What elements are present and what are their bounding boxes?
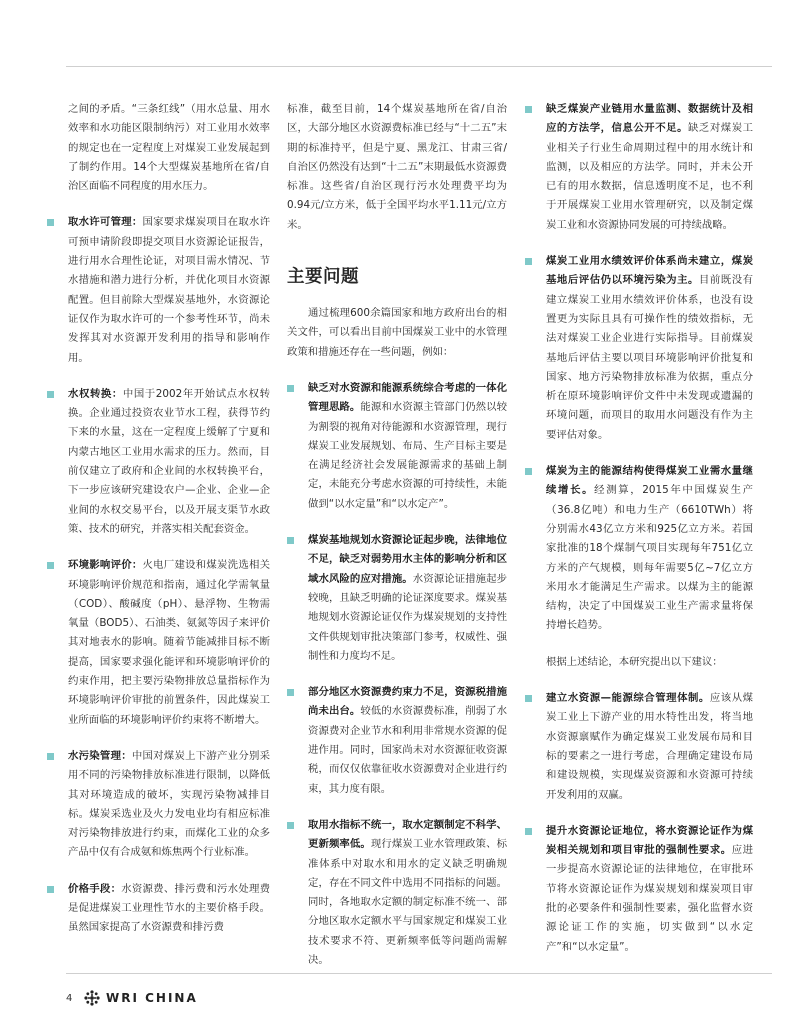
col1-item-1 [64, 213, 270, 367]
col1-intro: 之间的矛盾。“三条红线”（用水总量、用水效率和水功能区限制纳污）对工业用水效率的规定也在一定程度上对煤炭工业发展起到了制约作用。14个大型煤炭基地所在省/自治区面临不同程度的用水压力。 [68, 103, 270, 193]
col3-item-5 [525, 822, 753, 957]
col2-item-4 [287, 816, 507, 970]
item-title: 水污染管理： [68, 749, 132, 762]
square-bullet-icon [47, 562, 54, 569]
page-footer [66, 988, 198, 1008]
col3-item-4 [525, 689, 753, 805]
top-rule [66, 66, 772, 67]
section-heading: 主要问题 [287, 267, 359, 288]
item-text: 应进一步提高水资源论证的法律地位，在审批环节将水资源论证作为煤炭规划和煤炭项目审批的必要条件和强制性要素，强化监督水资源论证工作的实施，切实做到“以水定产”和“以水定量”。 [546, 844, 754, 953]
page-number: 4 [66, 992, 73, 1004]
item-title: 取用水指标不统一，取水定额制定不科学、更新频率低。 [308, 818, 507, 851]
bottom-rule [66, 973, 772, 974]
col3-lead: 根据上述结论，本研究提出以下建议： [546, 655, 723, 668]
item-text: 缺乏对煤炭工业相关子行业生命周期过程中的用水统计和监测，以及相应的方法学。同时，并未公开已有的用水数据，信息透明度不足，也不利于开展煤炭工业用水管理研究，以及制定煤炭工业和水资源协同发展的可持续战略。 [546, 122, 754, 231]
item-title: 煤炭为主的能源结构使得煤炭工业需水量继续增长。 [546, 465, 753, 497]
item-text: 国家要求煤炭项目在取水许可预申请阶段即提交项目水资源论证报告，进行用水合理性论证，对项目需水情况、节水措施和潜力进行分析，并优化项目水资源配置。但目前除大型煤炭基地外，水资源论证仅作为取水许可的一个参考性环节，尚未发挥其对水资源开发利用的指导和影响作用。 [68, 216, 270, 364]
item-title: 缺乏煤炭产业链用水量监测、数据统计及相应的方法学，信息公开不足。 [546, 103, 753, 135]
square-bullet-icon [525, 258, 532, 265]
column-3 [525, 100, 753, 974]
item-text: 水资源费、排污费和污水处理费是促进煤炭工业理性节水的主要价格手段。虽然国家提高了水资源费和排污费 [68, 882, 271, 934]
item-title: 建立水资源—能源综合管理体制。 [546, 692, 710, 705]
square-bullet-icon [47, 391, 54, 398]
square-bullet-icon [287, 689, 294, 696]
col2-lead: 通过梳理600余篇国家和地方政府出台的相关文件，可以看出目前中国煤炭工业中的水管理政策和措施还存在一些问题，例如： [287, 307, 507, 358]
brand-name: WRI CHINA [106, 991, 198, 1005]
col2-intro: 标准，截至目前，14个煤炭基地所在省/自治区，大部分地区水资源费标准已经与“十二五”末期的标准持平，但是宁夏、黑龙江、甘肃三省/自治区仍然没有达到“十二五”末期最低水资源费标准。这些省/自治区现行污水处理费平均为0.94元/立方米，低于全国平均水平1.11元/立方米。 [287, 103, 507, 231]
item-text: 中国于2002年开始试点水权转换。企业通过投资农业节水工程，获得节约下来的水量，这在一定程度上缓解了宁夏和内蒙古地区工业用水需求的压力。然而，目前仅建立了政府和企业间的水权转换平台，下一步应该研究建设农户—企业、企业—企业间的水权交易平台，以及开展支渠节水政策、技术的研究，并落实相关配套资金。 [68, 387, 270, 535]
item-text: 能源和水资源主管部门仍然以较为割裂的视角对待能源和水资源管理，现行煤炭工业发展规划、布局、生产目标主要是在满足经济社会发展能源需求的基础上制定，未能充分考虑水资源的可持续性，未能做到“以水定量”和“以水定产”。 [308, 401, 508, 510]
item-text: 火电厂建设和煤炭洗选相关环境影响评价规范和指南，通过化学需氧量（COD）、酸碱度（pH）、悬浮物、生物需氧量（BOD5）、石油类、氨氮等因子来评价其对地表水的影响。随着节能减排目标不断提高，国家要求强化能评和环境影响评价的约束作用，把主要污染物排放总量指标作为环境影响评价审批的前置条件，因此煤炭工业所面临的环境影响评价约束将不断增大。 [68, 559, 270, 726]
column-2 [287, 100, 507, 987]
item-text: 现行煤炭工业水管理政策、标准体系中对取水和用水的定义缺乏明确规定，存在不同文件中选用不同指标的问题。同时，各地取水定额的制定标准不统一、部分地区取水定额水平与国家规定和煤炭工业技术要求不符、更新频率低等问题尚需解决。 [308, 838, 508, 966]
square-bullet-icon [525, 468, 532, 475]
square-bullet-icon [47, 886, 54, 893]
square-bullet-icon [287, 822, 294, 829]
item-title: 取水许可管理： [68, 216, 143, 229]
item-title: 煤炭工业用水绩效评价体系尚未建立，煤炭基地后评估仍以环境污染为主。 [546, 255, 753, 287]
item-text: 目前既没有建立煤炭工业用水绩效评价体系，也没有设置更为实际且具有可操作性的绩效指标，无法对煤炭工业企业进行实际指导。目前煤炭基地后评估主要以项目环境影响评价批复和国家、地方污染物排放标准为依据，重点分析在原环境影响评价文件中未发现或遗漏的环境问题，而项目的取用水问题没有作为主要评估对象。 [546, 274, 754, 441]
item-text: 水资源论证措施起步较晚，且缺乏明确的论证深度要求。煤炭基地规划水资源论证仅作为煤炭规划的支持性文件供规划审批决策部门参考，权威性、强制性和力度均不足。 [308, 572, 508, 662]
item-title: 煤炭基地规划水资源论证起步晚，法律地位不足，缺乏对弱势用水主体的影响分析和区域水风险的应对措施。 [308, 534, 507, 585]
square-bullet-icon [525, 106, 532, 113]
item-text: 较低的水资源费标准，削弱了水资源费对企业节水和利用非常规水资源的促进作用。同时，国家尚未对水资源征收资源税，而仅仅依靠征收水资源费对企业进行约束，其力度有限。 [308, 705, 508, 795]
col1-item-4 [64, 747, 270, 863]
col1-item-5 [64, 880, 270, 938]
item-title: 水权转换： [68, 387, 123, 400]
col1-item-2 [64, 385, 270, 539]
col2-item-2 [287, 531, 507, 666]
item-title: 环境影响评价： [68, 559, 143, 572]
item-title: 提升水资源论证地位，将水资源论证作为煤炭相关规划和项目审批的强制性要求。 [546, 824, 753, 857]
square-bullet-icon [287, 537, 294, 544]
item-title: 缺乏对水资源和能源系统综合考虑的一体化管理思路。 [308, 381, 507, 414]
item-text: 中国对煤炭上下游产业分别采用不同的污染物排放标准进行限制，以降低其对环境造成的破坏，实现污染物减排目标。煤炭采选业及火力发电业均有相应标准对污染物排放进行约束，而煤化工业的众多产品中仅有合成氨和炼焦两个行业标准。 [68, 749, 271, 859]
col1-item-3 [64, 556, 270, 730]
square-bullet-icon [525, 828, 532, 835]
square-bullet-icon [287, 385, 294, 392]
column-1 [64, 100, 270, 955]
col2-item-3 [287, 683, 507, 799]
square-bullet-icon [47, 219, 54, 226]
item-title: 价格手段： [68, 882, 122, 895]
col3-item-1 [525, 100, 753, 235]
col3-item-2 [525, 252, 753, 445]
wri-logo-icon [84, 990, 100, 1006]
col3-item-3 [525, 462, 753, 636]
square-bullet-icon [525, 695, 532, 702]
col2-item-1 [287, 379, 507, 514]
item-title: 部分地区水资源费约束力不足，资源税措施尚未出台。 [308, 686, 507, 718]
square-bullet-icon [47, 753, 54, 760]
item-text: 应该从煤炭工业上下游产业的用水特性出发，将当地水资源禀赋作为确定煤炭工业发展布局和目标的要素之一进行考虑，合理确定建设布局和建设规模，实现煤炭资源和水资源可持续开发利用的双赢。 [546, 692, 754, 801]
item-text: 经测算，2015年中国煤炭生产（36.8亿吨）和电力生产（6610TWh）将分别需水43亿立方米和925亿立方米。若国家批准的18个煤制气项目实现每年751亿立方米的产气规模，则每年需要5亿~7亿立方米用水才能满足生产需求。以煤为主的能源结构，决定了中国煤炭工业生产需求量将保持增长趋势。 [546, 484, 753, 632]
